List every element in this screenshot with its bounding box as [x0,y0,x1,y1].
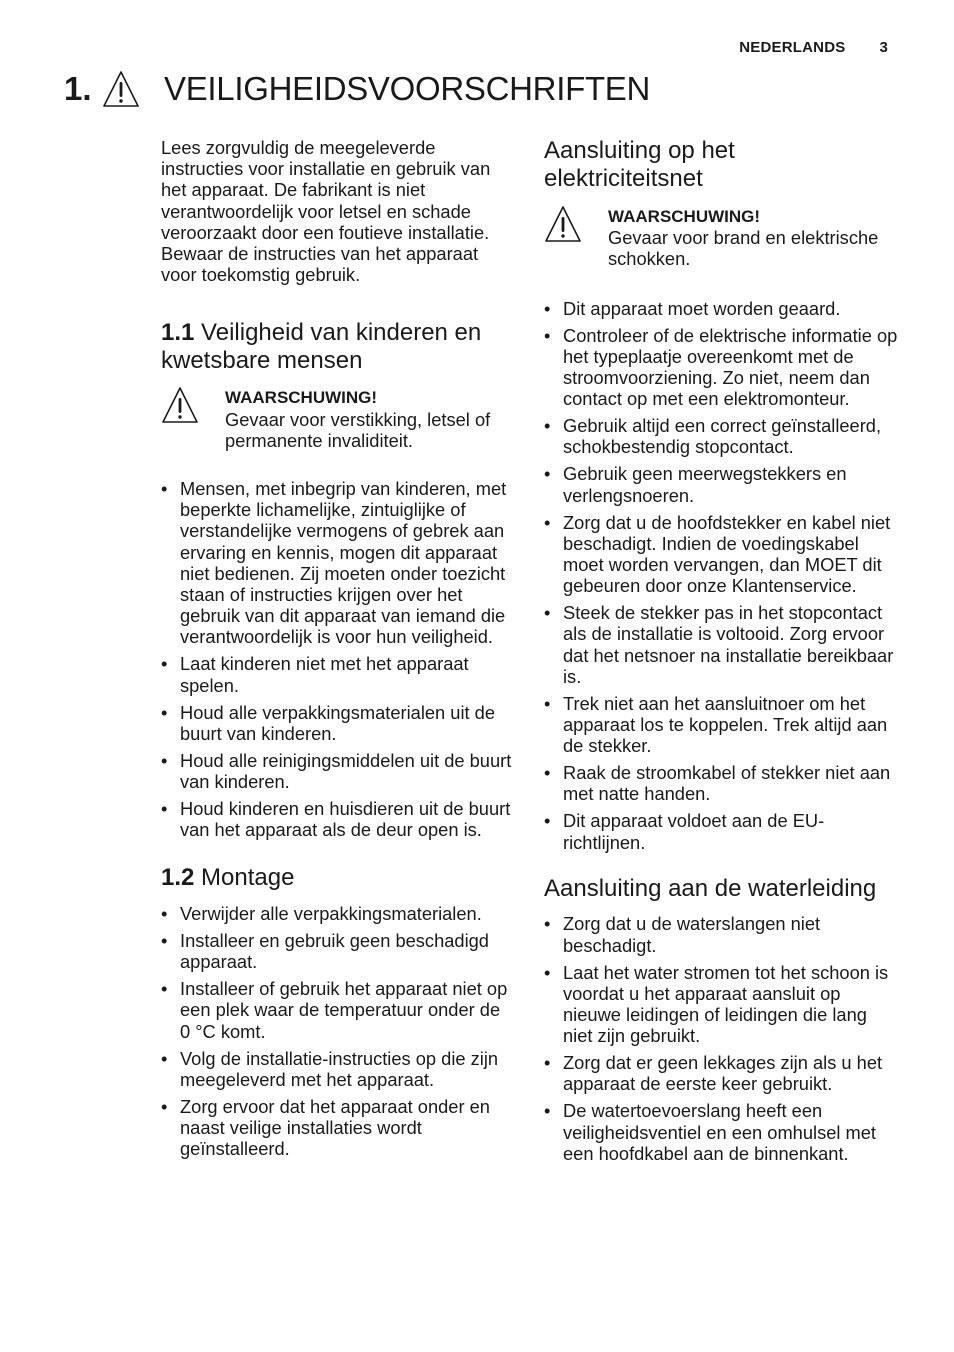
list-item: • Raak de stroomkabel of stekker niet aan met natte handen. [544,762,891,805]
right-column [544,137,900,1170]
intro-paragraph: Lees zorgvuldig de meegeleverde instructies voor installatie en gebruik van het apparaat. De fabrikant is niet verantwoordelijk voor letsel en schade veroorzaakt door een foutieve installatie. Bewaar de instructies van het apparaat voor toekomstig gebruik. [161,137,491,286]
list-item: • Dit apparaat voldoet aan de EU-richtlijnen. [544,810,825,853]
page-header [739,39,888,56]
warning-text: Gevaar voor verstikking, letsel of permanente invaliditeit. [225,408,491,451]
warning-block [544,206,900,270]
chapter-number: 1. [64,70,92,107]
section-number: 1.2 [161,864,195,892]
warning-block [161,387,513,451]
list-item: • Dit apparaat moet worden geaard. [544,297,841,319]
montage-list [161,903,513,1159]
section-number: 1.1 [161,319,195,347]
list-item: • Installeer en gebruik geen beschadigd apparaat. [161,929,489,973]
list-item: • Laat kinderen niet met het apparaat spelen. [161,653,469,696]
list-item: • Gebruik altijd een correct geïnstalleerd, schokbestendig stopcontact. [544,415,882,458]
chapter-heading: VEILIGHEIDSVOORSCHRIFTEN [164,70,651,107]
list-item: • Verwijder alle verpakkingsmaterialen. [161,902,482,924]
list-item: • Installeer of gebruik het apparaat niet op een plek waar de temperatuur onder de 0 °C komt. [161,978,508,1042]
warning-triangle-icon [544,204,582,244]
list-item: • Controleer of de elektrische informatie op het typeplaatje overeenkomt met de stroomvoorziening. Zo niet, neem dan contact op met een elektromonteur. [544,324,898,410]
page-number: 3 [879,39,888,56]
list-item: • Houd kinderen en huisdieren uit de buurt van het apparaat als de deur open is. [161,798,511,841]
section-heading-water: Aansluiting aan de waterleiding [544,874,877,902]
section-heading-montage [161,864,513,892]
list-item: • Gebruik geen meerwegstekkers en verlengsnoeren. [544,463,847,506]
warning-triangle-icon [161,385,199,425]
section-title: Montage [201,864,295,892]
list-item: • Zorg ervoor dat het apparaat onder en naast veilige installaties wordt geïnstalleerd. [161,1095,490,1160]
chapter-title [64,66,650,112]
list-item: • De watertoevoerslang heeft een veiligheidsventiel en een omhulsel met een hoofdkabel aan de binnenkant. [544,1100,876,1164]
water-list [544,913,900,1164]
section-heading-children [161,319,513,374]
list-item: • Houd alle reinigingsmiddelen uit de buurt van kinderen. [161,749,512,793]
list-item: • Steek de stekker pas in het stopcontact als de installatie is voltooid. Zorg ervoor dat het netsnoer na installatie bereikbaar is. [544,602,894,687]
warning-text: Gevaar voor brand en elektrische schokken. [608,227,879,270]
list-item: • Mensen, met inbegrip van kinderen, met beperkte lichamelijke, zintuiglijke of verstandelijke vermogens of gebrek aan ervaring en kennis, mogen dit apparaat niet bedienen. Zij moeten onder toezicht staan of instructies krijgen over het gebruik van dit apparaat van iemand die verantwoordelijk is voor hun veiligheid. [161,478,507,648]
list-item: • Houd alle verpakkingsmaterialen uit de buurt van kinderen. [161,701,496,744]
list-item: • Laat het water stromen tot het schoon is voordat u het apparaat aansluit op nieuwe leidingen of leidingen die lang niet zijn gebruikt. [544,961,889,1047]
section-heading-electric: Aansluiting op het elektriciteitsnet [544,137,735,192]
left-column [161,137,513,1165]
warning-label: WAARSCHUWING! [225,388,378,408]
warning-triangle-icon [102,69,140,109]
list-item: • Zorg dat u de hoofdstekker en kabel niet beschadigt. Indien de voedingskabel moet worden vervangen, dan MOET dit gebeuren door onze Klantenservice. [544,511,891,597]
list-item: • Zorg dat u de waterslangen niet beschadigt. [544,913,821,956]
list-item: • Zorg dat er geen lekkages zijn als u het apparaat de eerste keer gebruikt. [544,1052,883,1095]
language-label: NEDERLANDS [739,39,846,56]
section-title: Veiligheid van kinderen en kwetsbare mensen [161,319,482,374]
list-item: • Volg de installatie-instructies op die zijn meegeleverd met het apparaat. [161,1047,499,1090]
children-safety-list [161,478,513,840]
warning-label: WAARSCHUWING! [608,207,761,226]
electric-list [544,298,900,853]
list-item: • Trek niet aan het aansluitnoer om het apparaat los te koppelen. Trek altijd aan de stekker. [544,692,888,757]
